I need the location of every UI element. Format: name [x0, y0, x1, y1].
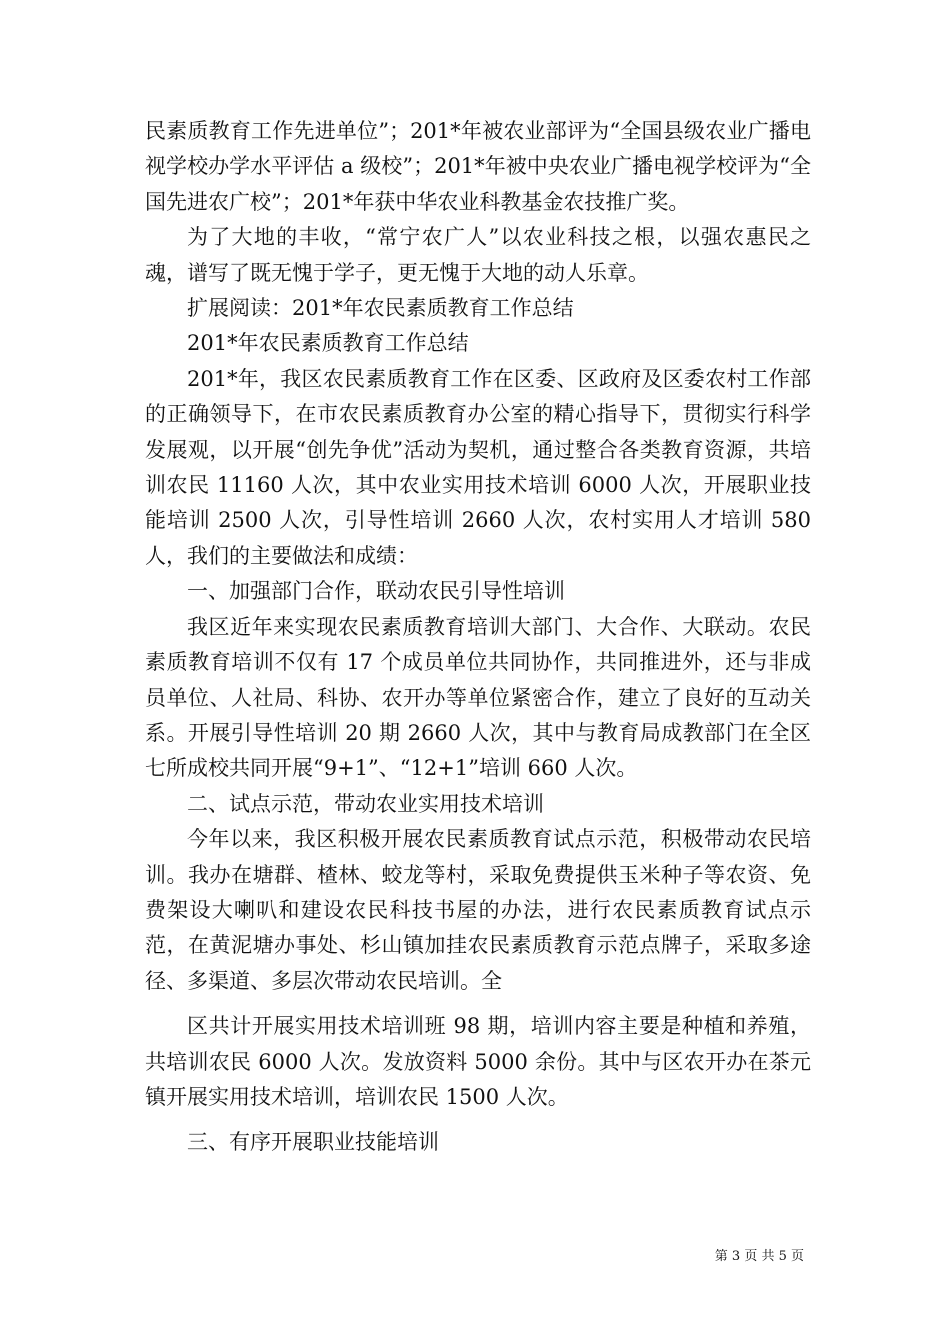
extended-reading-line: 扩展阅读：201*年农民素质教育工作总结 — [187, 296, 574, 321]
paragraph-part-one: 我区近年来实现农民素质教育培训大部门、大合作、大联动。农民素质教育培训不仅有 17 个成员单位共同协作，共同推进外，还与非成员单位、人社局、科协、农开办等单位紧密合作，建立了良好的互动关系。开展引导性培训 20 期 2660 人次，其中与教育局成教部门在全区七所成校共同开展“9+1”、“12+1”培训 660 人次。 — [145, 614, 811, 781]
paragraph-part-two-continued: 区共计开展实用技术培训班 98 期，培训内容主要是种植和养殖，共培训农民 6000 人次。发放资料 5000 余份。其中与区农开办在茶元镇开展实用技术培训，培训农民 1500 人次。 — [145, 1014, 811, 1109]
heading-part-two: 二、试点示范，带动农业实用技术培训 — [187, 791, 544, 816]
heading-part-one: 一、加强部门合作，联动农民引导性培训 — [187, 579, 565, 604]
paragraph-awards-continued: 民素质教育工作先进单位”；201*年被农业部评为“全国县级农业广播电视学校办学水平评估 a 级校”；201*年被中央农业广播电视学校评为“全国先进农广校”；201*年获中华农业科教基金农技推广奖。 — [145, 119, 811, 214]
heading-part-three: 三、有序开展职业技能培训 — [187, 1130, 439, 1155]
paragraph-part-two: 今年以来，我区积极开展农民素质教育试点示范，积极带动农民培训。我办在塘群、楂林、蛟龙等村，采取免费提供玉米种子等农资、免费架设大喇叭和建设农民科技书屋的办法，进行农民素质教育试点示范，在黄泥塘办事处、杉山镇加挂农民素质教育示范点牌子，采取多途径、多渠道、多层次带动农民培训。全 — [145, 827, 811, 993]
page-number-footer: 第 3 页 共 5 页 — [714, 1249, 804, 1264]
paragraph-closing-tribute: 为了大地的丰收，“常宁农广人”以农业科技之根，以强农惠民之魂，谱写了既无愧于学子，更无愧于大地的动人乐章。 — [145, 225, 811, 285]
document-body — [145, 114, 818, 1161]
paragraph-summary-intro: 201*年，我区农民素质教育工作在区委、区政府及区委农村工作部的正确领导下，在市农民素质教育办公室的精心指导下，贯彻实行科学发展观，以开展“创先争优”活动为契机，通过整合各类教育资源，共培训农民 11160 人次，其中农业实用技术培训 6000 人次，开展职业技能培训 2500 人次，引导性培训 2660 人次，农村实用人才培训 580 人，我们的主要做法和成绩： — [145, 366, 818, 568]
section-title: 201*年农民素质教育工作总结 — [187, 331, 469, 356]
